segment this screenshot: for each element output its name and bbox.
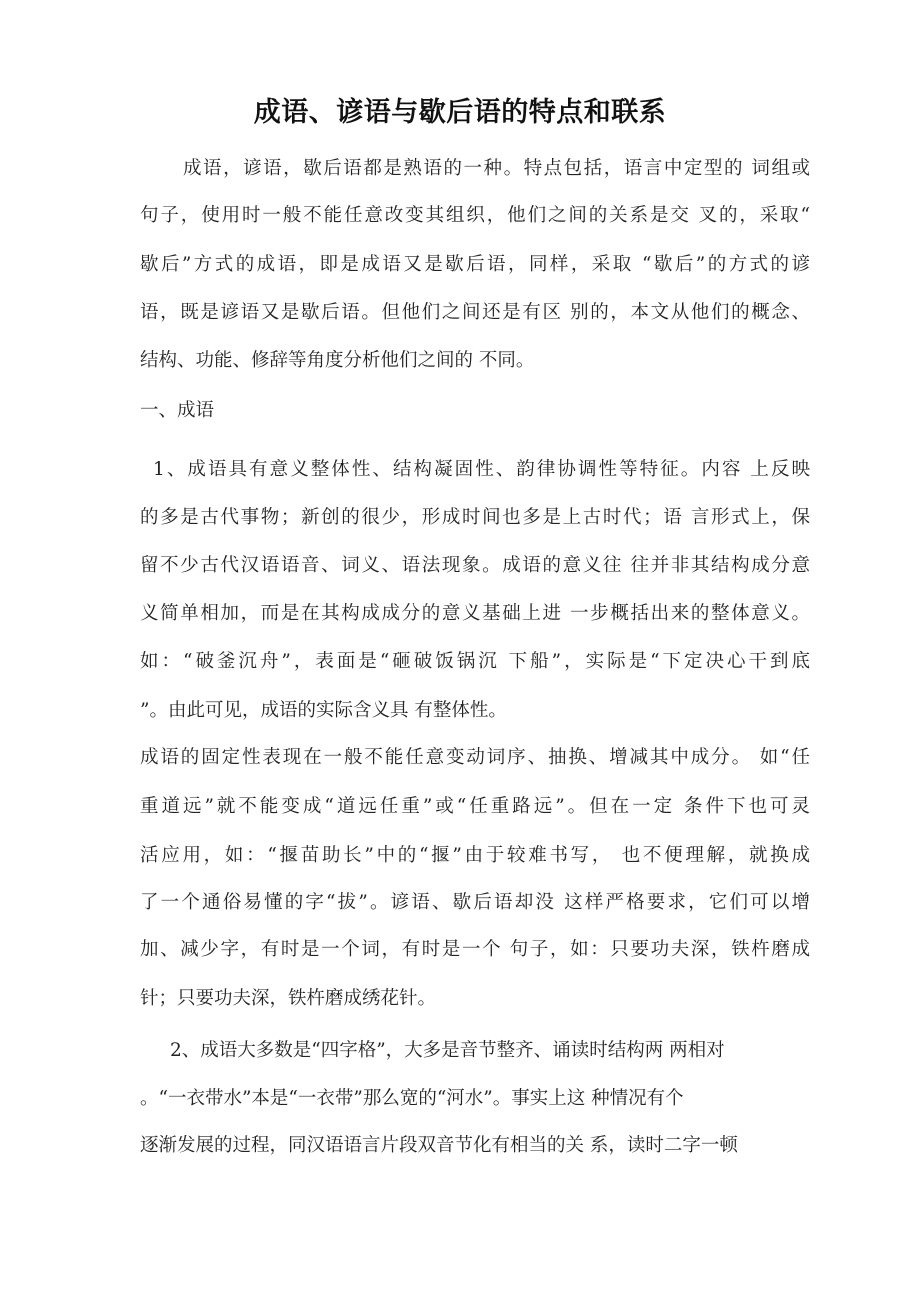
paragraph-line: 重道远”就不能变成“道远任重”或“任重路远”。但在一定 条件下也可灵 xyxy=(140,796,810,817)
paragraph-line: 2、成语大多数是“四字格”，大多是音节整齐、诵读时结构两 两相对 xyxy=(170,1040,725,1061)
paragraph-line: 1、成语具有意义整体性、结构凝固性、韵律协调性等特征。内容 上反映 xyxy=(153,459,810,480)
paragraph-line: 活应用，如：“揠苗助长”中的“揠”由于较难书写， 也不便理解，就换成 xyxy=(140,845,810,866)
paragraph-line: 。“一衣带水”本是“一衣带”那么宽的“河水”。事实上这 种情况有个 xyxy=(140,1088,684,1109)
paragraph-line: 语，既是谚语又是歇后语。但他们之间还是有区 别的，本文从他们的概念、 xyxy=(140,302,810,323)
paragraph-line: 成语，谚语，歇后语都是熟语的一种。特点包括，语言中定型的 词组或 xyxy=(183,158,810,179)
paragraph-line: 留不少古代汉语语音、词义、语法现象。成语的意义往 往并非其结构成分意 xyxy=(140,555,810,576)
paragraph-line: 的多是古代事物；新创的很少，形成时间也多是上古时代；语 言形式上，保 xyxy=(140,507,810,528)
paragraph-line: 歇后”方式的成语，即是成语又是歇后语，同样，采取 “歇后”的方式的谚 xyxy=(140,254,810,275)
document-title: 成语、谚语与歇后语的特点和联系 xyxy=(253,97,667,128)
paragraph-line: 句子，使用时一般不能任意改变其组织，他们之间的关系是交 叉的，采取“ xyxy=(140,205,810,226)
paragraph-line: 逐渐发展的过程，同汉语语言片段双音节化有相当的关 系，读时二字一顿 xyxy=(140,1135,738,1156)
paragraph-line: 了一个通俗易懂的字“拔”。谚语、歇后语却没 这样严格要求，它们可以增 xyxy=(140,892,810,913)
paragraph-line: 加、减少字，有时是一个词，有时是一个 句子，如：只要功夫深，铁杵磨成 xyxy=(140,939,810,960)
paragraph-line: 针；只要功夫深，铁杵磨成绣花针。 xyxy=(140,988,437,1009)
paragraph-line: 结构、功能、修辞等角度分析他们之间的 不同。 xyxy=(140,350,535,371)
paragraph-line: 如：“破釜沉舟”，表面是“砸破饭锅沉 下船”，实际是“下定决心干到底 xyxy=(140,651,810,672)
paragraph-line: ”。由此可见，成语的实际含义具 有整体性。 xyxy=(140,700,507,721)
paragraph-line: 义简单相加，而是在其构成成分的意义基础上进 一步概括出来的整体意义。 xyxy=(140,603,810,624)
section-heading: 一、成语 xyxy=(140,400,215,421)
paragraph-line: 成语的固定性表现在一般不能任意变动词序、抽换、增减其中成分。 如“任 xyxy=(140,747,810,768)
